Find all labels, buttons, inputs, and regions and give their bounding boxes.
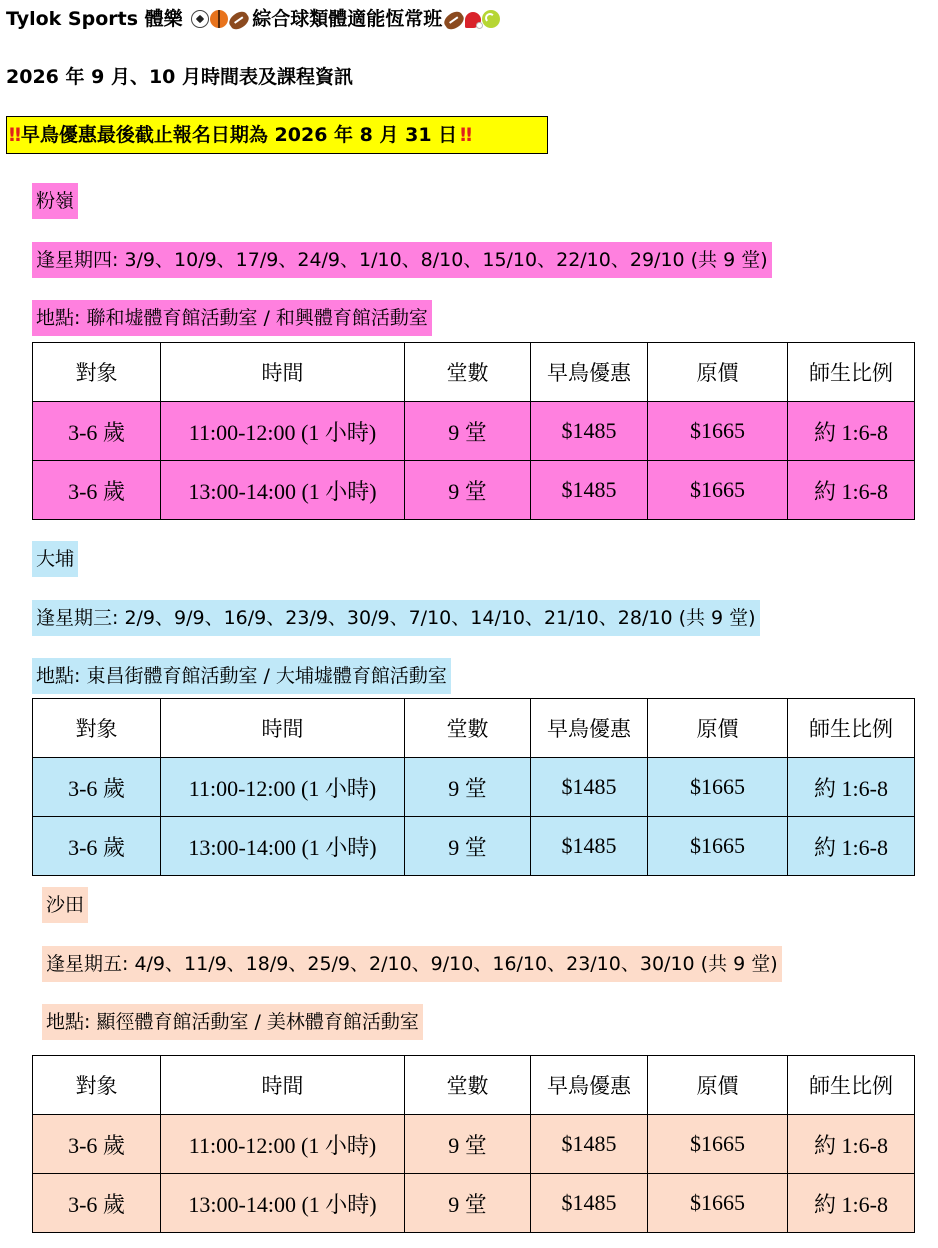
page-title xyxy=(6,6,503,33)
cell-early-bird: $1485 xyxy=(531,402,648,461)
table-row xyxy=(33,758,915,817)
table-header-row xyxy=(33,1056,915,1115)
cell-lessons: 9 堂 xyxy=(405,758,531,817)
soccer-ball-icon xyxy=(191,10,209,28)
col-header-time: 時間 xyxy=(161,699,405,758)
cell-time: 11:00-12:00 (1 小時) xyxy=(161,1115,405,1174)
cell-early-bird: $1485 xyxy=(531,1174,648,1233)
title-prefix: Tylok Sports 體樂 xyxy=(6,8,183,30)
table-row xyxy=(33,461,915,520)
cell-early-bird: $1485 xyxy=(531,758,648,817)
cell-early-bird: $1485 xyxy=(531,461,648,520)
col-header-time: 時間 xyxy=(161,343,405,402)
district-label-taipo: 大埔 xyxy=(32,541,78,577)
cell-ratio: 約 1:6-8 xyxy=(788,402,915,461)
cell-lessons: 9 堂 xyxy=(405,402,531,461)
cell-time: 13:00-14:00 (1 小時) xyxy=(161,461,405,520)
cell-original-price: $1665 xyxy=(648,1174,788,1233)
title-suffix: 綜合球類體適能恆常班 xyxy=(252,8,443,30)
schedule-table-taipo xyxy=(32,698,915,876)
cell-time: 13:00-14:00 (1 小時) xyxy=(161,1174,405,1233)
col-header-lessons: 堂數 xyxy=(405,699,531,758)
sport-icons-left xyxy=(191,7,250,33)
tennis-ball-icon xyxy=(482,10,500,28)
col-header-ratio: 師生比例 xyxy=(788,1056,915,1115)
class-dates-taipo: 逢星期三: 2/9、9/9、16/9、23/9、30/9、7/10、14/10、21/10、28/10 (共 9 堂) xyxy=(32,600,760,636)
venue-taipo: 地點: 東昌街體育館活動室 / 大埔墟體育館活動室 xyxy=(32,658,451,694)
cell-original-price: $1665 xyxy=(648,817,788,876)
cell-original-price: $1665 xyxy=(648,758,788,817)
table-row xyxy=(33,1174,915,1233)
col-header-early-bird: 早鳥優惠 xyxy=(531,699,648,758)
col-header-time: 時間 xyxy=(161,1056,405,1115)
table-header-row xyxy=(33,699,915,758)
notice-text: 早鳥優惠最後截止報名日期為 2026 年 8 月 31 日 xyxy=(20,124,458,146)
col-header-early-bird: 早鳥優惠 xyxy=(531,343,648,402)
col-header-target: 對象 xyxy=(33,343,161,402)
ping-pong-icon xyxy=(465,12,481,28)
cell-lessons: 9 堂 xyxy=(405,1115,531,1174)
cell-lessons: 9 堂 xyxy=(405,461,531,520)
cell-early-bird: $1485 xyxy=(531,1115,648,1174)
schedule-table-fanling xyxy=(32,342,915,520)
cell-original-price: $1665 xyxy=(648,1115,788,1174)
venue-shatin: 地點: 顯徑體育館活動室 / 美林體育館活動室 xyxy=(42,1004,423,1040)
double-exclamation-icon: ‼ xyxy=(460,124,470,146)
cell-original-price: $1665 xyxy=(648,461,788,520)
cell-ratio: 約 1:6-8 xyxy=(788,758,915,817)
cell-ratio: 約 1:6-8 xyxy=(788,817,915,876)
double-exclamation-icon: ‼ xyxy=(9,124,18,146)
cell-ratio: 約 1:6-8 xyxy=(788,1115,915,1174)
cell-target: 3-6 歲 xyxy=(33,461,161,520)
cell-time: 11:00-12:00 (1 小時) xyxy=(161,758,405,817)
col-header-lessons: 堂數 xyxy=(405,1056,531,1115)
col-header-original-price: 原價 xyxy=(648,699,788,758)
cell-original-price: $1665 xyxy=(648,402,788,461)
cell-ratio: 約 1:6-8 xyxy=(788,1174,915,1233)
col-header-original-price: 原價 xyxy=(648,343,788,402)
table-header-row xyxy=(33,343,915,402)
table-row xyxy=(33,402,915,461)
cell-target: 3-6 歲 xyxy=(33,817,161,876)
early-bird-notice xyxy=(6,116,548,154)
venue-fanling: 地點: 聯和墟體育館活動室 / 和興體育館活動室 xyxy=(32,300,432,336)
table-row xyxy=(33,817,915,876)
cell-lessons: 9 堂 xyxy=(405,817,531,876)
col-header-ratio: 師生比例 xyxy=(788,699,915,758)
col-header-ratio: 師生比例 xyxy=(788,343,915,402)
cell-target: 3-6 歲 xyxy=(33,1115,161,1174)
class-dates-fanling: 逢星期四: 3/9、10/9、17/9、24/9、1/10、8/10、15/10、22/10、29/10 (共 9 堂) xyxy=(32,242,772,278)
col-header-target: 對象 xyxy=(33,699,161,758)
table-row xyxy=(33,1115,915,1174)
col-header-target: 對象 xyxy=(33,1056,161,1115)
basketball-icon xyxy=(210,10,228,28)
district-label-fanling: 粉嶺 xyxy=(32,183,78,219)
page-subtitle: 2026 年 9 月、10 月時間表及課程資訊 xyxy=(6,66,354,88)
district-label-shatin: 沙田 xyxy=(42,887,88,923)
cell-lessons: 9 堂 xyxy=(405,1174,531,1233)
cell-ratio: 約 1:6-8 xyxy=(788,461,915,520)
col-header-lessons: 堂數 xyxy=(405,343,531,402)
cell-target: 3-6 歲 xyxy=(33,402,161,461)
class-dates-shatin: 逢星期五: 4/9、11/9、18/9、25/9、2/10、9/10、16/10、23/10、30/10 (共 9 堂) xyxy=(42,946,782,982)
cell-target: 3-6 歲 xyxy=(33,758,161,817)
sport-icons-right xyxy=(444,7,501,33)
football-icon xyxy=(442,8,467,32)
cell-time: 11:00-12:00 (1 小時) xyxy=(161,402,405,461)
col-header-early-bird: 早鳥優惠 xyxy=(531,1056,648,1115)
cell-time: 13:00-14:00 (1 小時) xyxy=(161,817,405,876)
schedule-table-shatin xyxy=(32,1055,915,1233)
football-icon xyxy=(227,8,252,32)
cell-target: 3-6 歲 xyxy=(33,1174,161,1233)
col-header-original-price: 原價 xyxy=(648,1056,788,1115)
cell-early-bird: $1485 xyxy=(531,817,648,876)
